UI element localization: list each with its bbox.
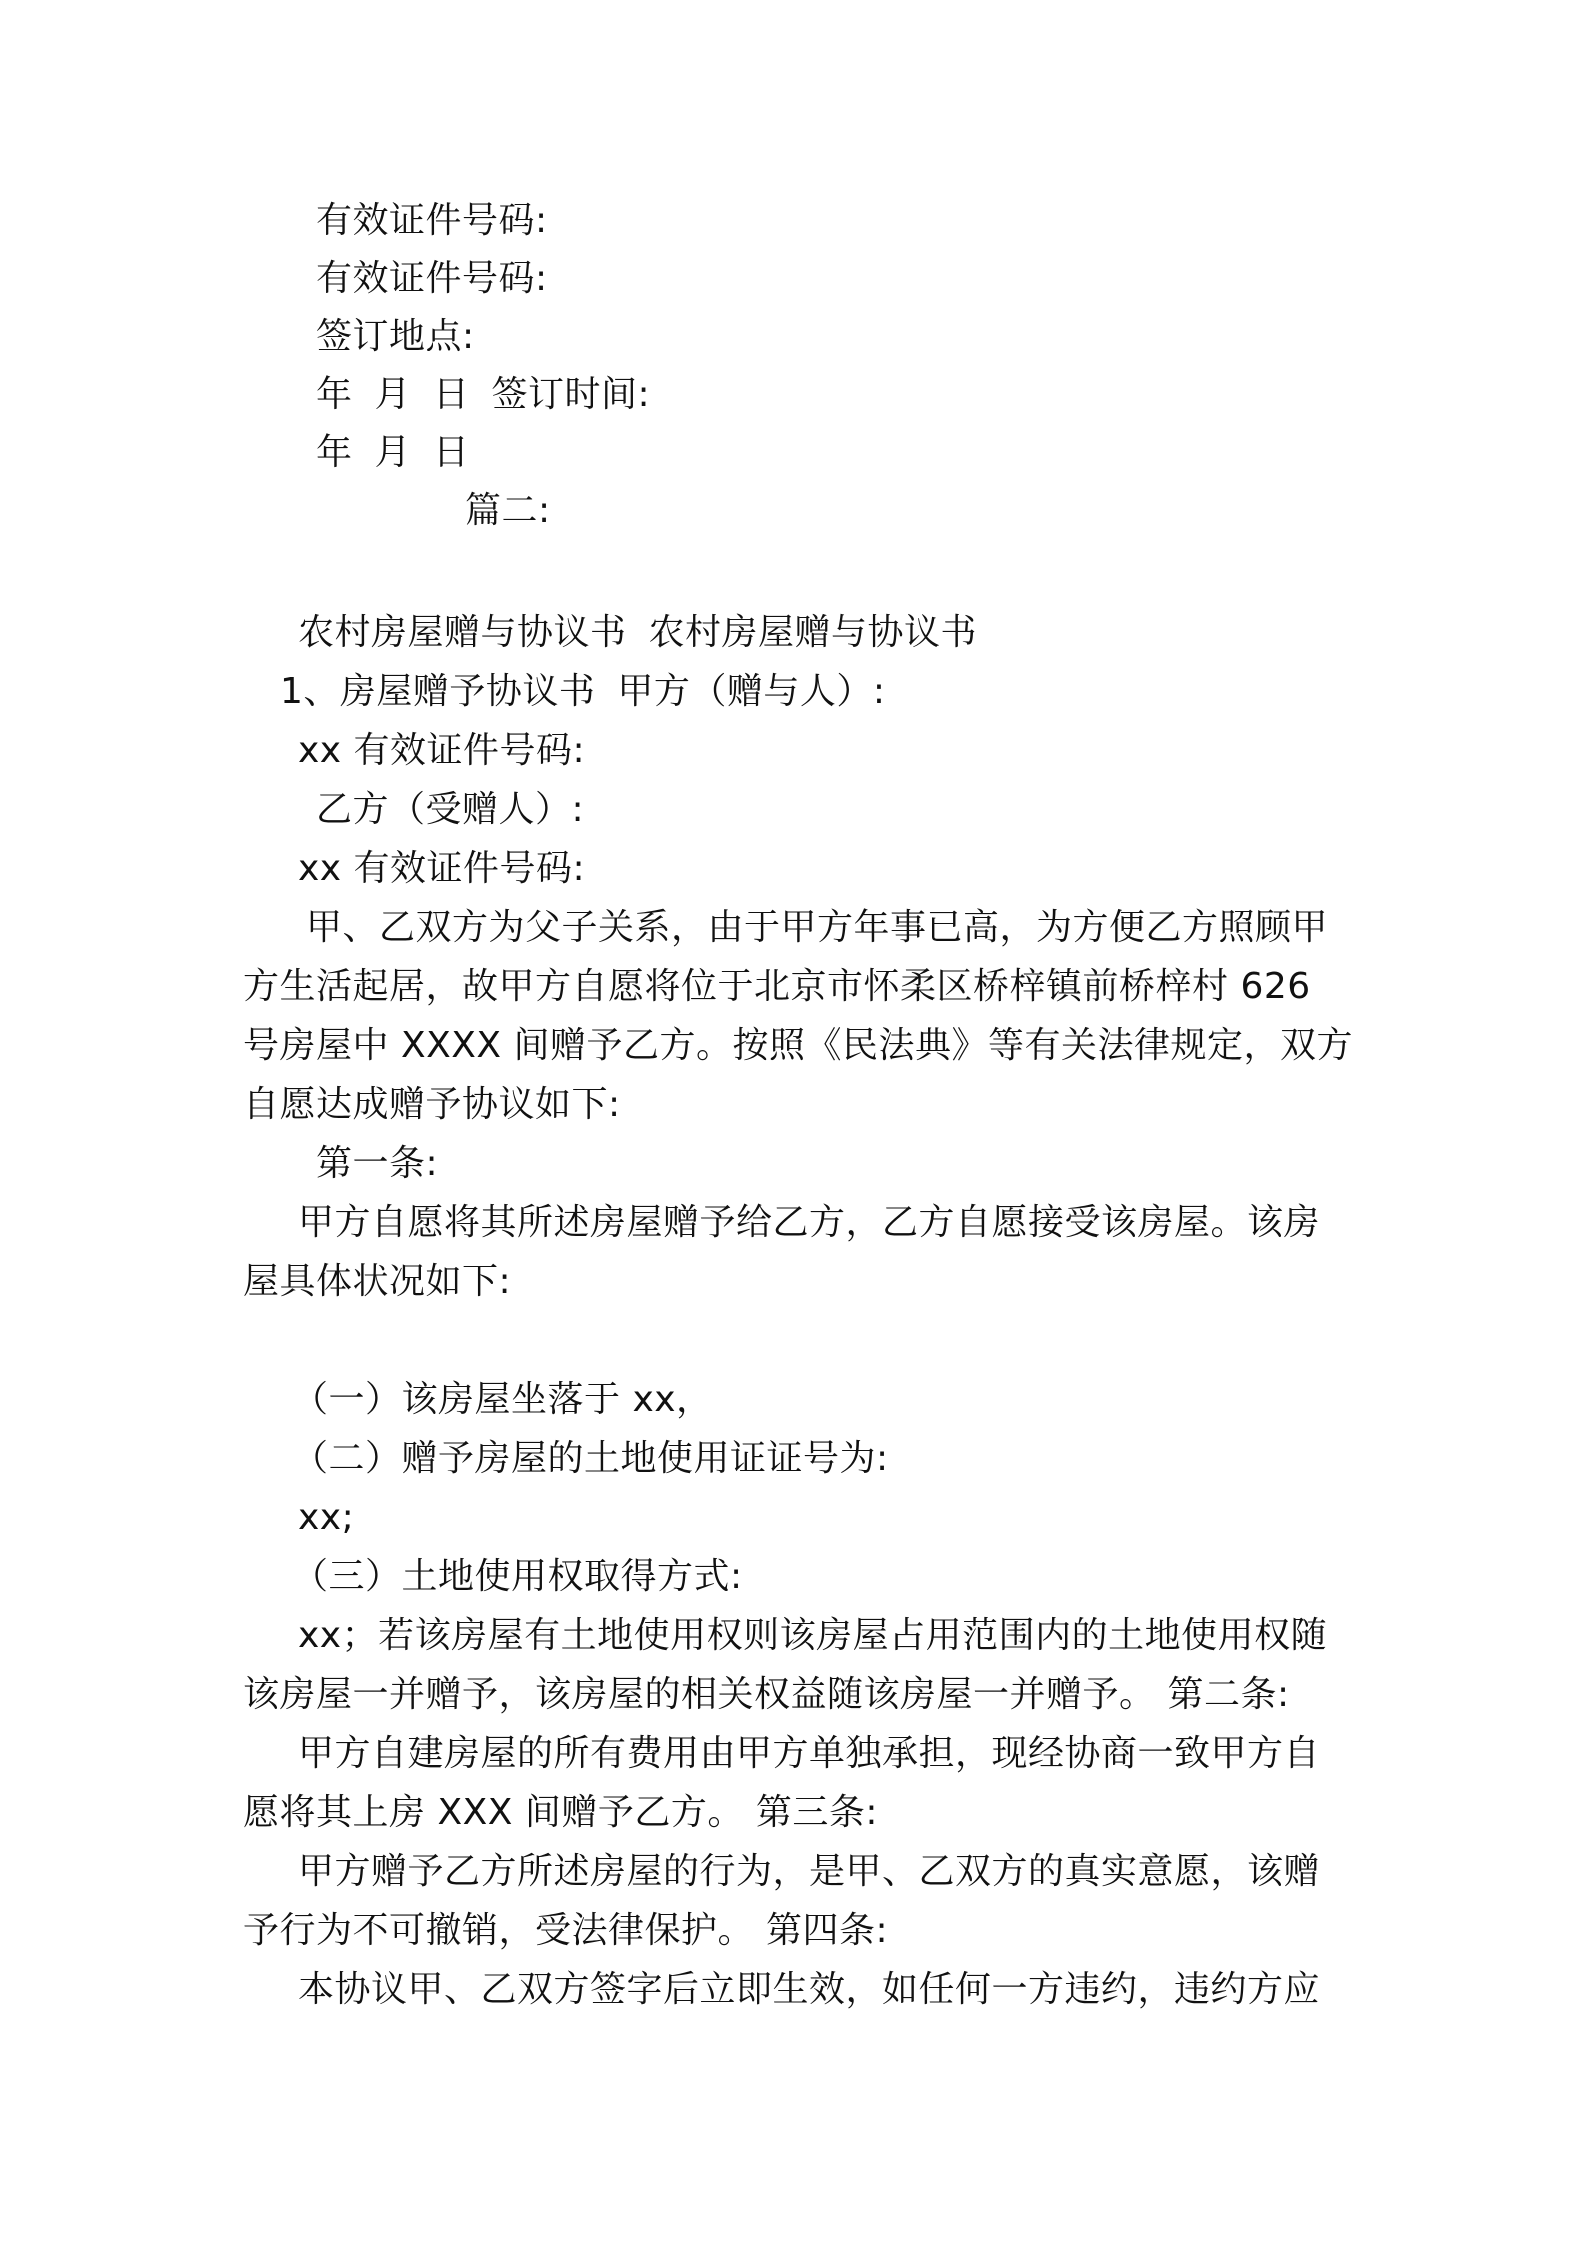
article-1-line: 屋具体状况如下:	[243, 1261, 512, 1302]
sub-item-land-cert-value: xx;	[298, 1497, 355, 1538]
agreement-title-part2: 农村房屋赠与协议书	[648, 612, 978, 653]
clause-line: 该房屋一并赠予，该房屋的相关权益随该房屋一并赠予。 第二条:	[243, 1674, 1290, 1715]
agreement-title-part1: 农村房屋赠与协议书	[298, 612, 627, 653]
clause-line: 本协议甲、乙双方签字后立即生效，如任何一方违约，违约方应	[298, 1969, 1321, 2010]
date-row-signing-time	[316, 366, 650, 424]
date-year: 年	[316, 374, 353, 415]
signing-place-field: 签订地点:	[316, 316, 475, 357]
date-month: 月	[374, 374, 412, 415]
date-year: 年	[316, 432, 353, 473]
intro-paragraph-line: 号房屋中 XXXX 间赠予乙方。按照《民法典》等有关法律规定，双方	[243, 1025, 1354, 1066]
party-a-id: xx 有效证件号码:	[298, 730, 586, 771]
id-number-field-2: 有效证件号码:	[316, 258, 548, 299]
sub-item-location: （一）该房屋坐落于 xx，	[292, 1379, 713, 1420]
sub-item-land-use-method: （三）土地使用权取得方式:	[292, 1556, 743, 1597]
date-row	[316, 424, 470, 482]
intro-paragraph-line: 方生活起居，故甲方自愿将位于北京市怀柔区桥梓镇前桥梓村 626	[243, 966, 1311, 1007]
party-b-id: xx 有效证件号码:	[298, 848, 586, 889]
clause-line: 愿将其上房 XXX 间赠予乙方。 第三条:	[243, 1792, 878, 1833]
clause-line: xx；若该房屋有土地使用权则该房屋占用范围内的土地使用权随	[298, 1615, 1328, 1656]
item1-title: 1、房屋赠予协议书	[280, 671, 596, 712]
date-day: 日	[433, 374, 470, 415]
clause-line: 甲方赠予乙方所述房屋的行为，是甲、乙双方的真实意愿，该赠	[298, 1851, 1321, 1892]
clause-line: 予行为不可撤销，受法律保护。 第四条:	[243, 1910, 889, 1951]
party-a-label: 甲方（赠与人）:	[617, 671, 886, 712]
section-heading: 篇二:	[465, 490, 551, 531]
clause-line: 甲方自建房屋的所有费用由甲方单独承担，现经协商一致甲方自	[298, 1733, 1321, 1774]
party-b-label: 乙方（受赠人）:	[316, 789, 585, 830]
article-1-line: 甲方自愿将其所述房屋赠予给乙方，乙方自愿接受该房屋。该房	[298, 1202, 1321, 1243]
id-number-field-1: 有效证件号码:	[316, 200, 548, 241]
intro-paragraph-line: 自愿达成赠予协议如下:	[243, 1084, 621, 1125]
article-1-label: 第一条:	[316, 1143, 439, 1184]
item1-party-a-line	[280, 663, 886, 721]
intro-paragraph-line: 甲、乙双方为父子关系，由于甲方年事已高，为方便乙方照顾甲	[306, 907, 1329, 948]
date-day: 日	[433, 432, 470, 473]
agreement-title	[298, 604, 977, 662]
signing-time-label: 签订时间:	[491, 374, 651, 415]
sub-item-land-cert: （二）赠予房屋的土地使用证证号为:	[292, 1438, 889, 1479]
date-month: 月	[374, 432, 412, 473]
